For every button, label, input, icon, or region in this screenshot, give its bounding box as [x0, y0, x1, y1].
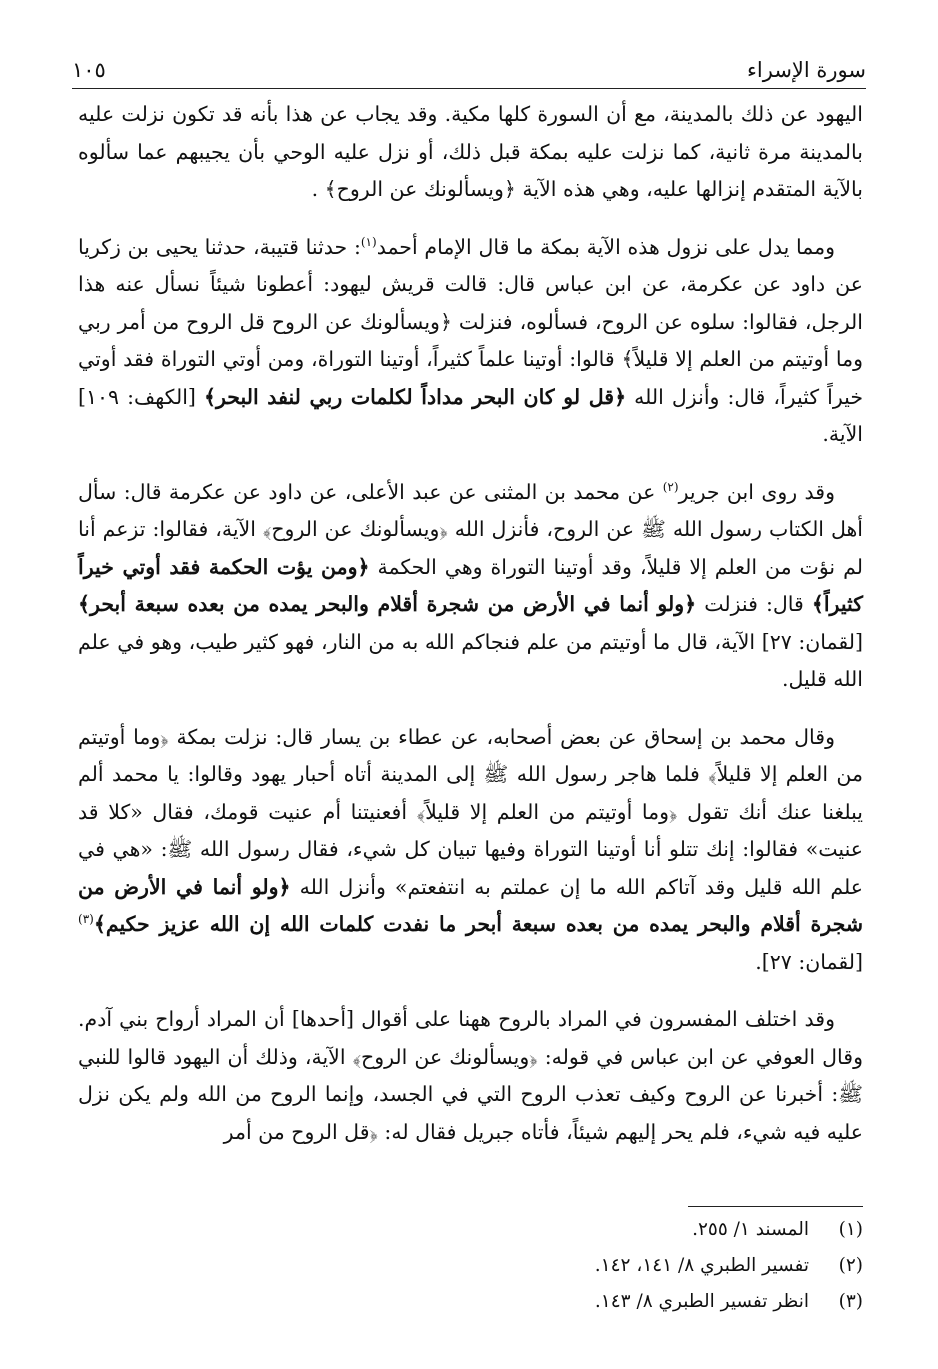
- footnotes: [300, 1212, 863, 1320]
- footnote-text: المسند ١/ ٢٥٥.: [692, 1219, 809, 1240]
- footnote-text: تفسير الطبري ٨/ ١٤١، ١٤٢.: [594, 1255, 809, 1276]
- page-header: [72, 54, 866, 84]
- footnote-2: [300, 1248, 863, 1284]
- footnote-ref-1[interactable]: (١): [360, 234, 377, 249]
- footnote-ref-3[interactable]: (٣): [78, 912, 94, 927]
- footnote-1: [300, 1212, 863, 1248]
- running-title: سورة الإسراء: [747, 58, 866, 82]
- paragraph-1: اليهود عن ذلك بالمدينة، مع أن السورة كلها مكية. وقد يجاب عن هذا بأنه قد تكون نزلت عليه بالمدينة مرة ثانية، كما نزلت عليه بمكة قبل ذلك، أو نزل عليه الوحي بأن يجيبهم عما سألوه بالآية المتقدم إنزالها عليه، وهي هذه الآية ﴿ويسألونك عن الروح﴾ .: [78, 102, 863, 201]
- main-text: [78, 96, 863, 1151]
- page-number: ١٠٥: [72, 58, 106, 82]
- bold-verse: ﴿ولو أنما في الأرض من شجرة أقلام والبحر يمده من بعده سبعة أبحر﴾: [78, 592, 697, 616]
- paragraph-5: وقد اختلف المفسرون في المراد بالروح ههنا على أقوال [أحدها] أن المراد أرواح بني آدم. وقال العوفي عن ابن عباس في قوله: ﴿ويسألونك عن الروح﴾ الآية، وذلك أن اليهود قالوا للنبي ﷺ: أخبرنا عن الروح وكيف تعذب الروح التي في الجسد، وإنما الروح من الله ولم يكن نزل عليه فيه شيء، فلم يحر إليهم شيئاً، فأتاه جبريل فقال له: ﴿قل الروح من أمر: [78, 1007, 863, 1144]
- footnote-number: (٢): [838, 1255, 863, 1276]
- footnote-number: (١): [838, 1219, 863, 1240]
- footnote-ref-2[interactable]: (٢): [662, 479, 679, 494]
- footnote-text: انظر تفسير الطبري ٨/ ١٤٣.: [594, 1291, 809, 1312]
- footnote-3: [300, 1284, 863, 1320]
- paragraph-3: وقد روى ابن جرير$^{(٢)}$ عن محمد بن المثنى عن عبد الأعلى، عن داود عن عكرمة قال: سأل أهل الكتاب رسول الله ﷺ عن الروح، فأنزل الله ﴿ويسألونك عن الروح﴾ الآية، فقالوا: تزعم أنا لم نؤت من العلم إلا قليلاً، وقد أوتينا التوراة وهي الحكمة ﴿ومن يؤت الحكمة فقد أوتي خيراً كثيراً﴾ قال: فنزلت ﴿ولو أنما في الأرض من شجرة أقلام والبحر يمده من بعده سبعة أبحر﴾ [لقمان: ٢٧] الآية، قال ما أوتيتم من علم فنجاكم الله به من النار، فهو كثير طيب، وهو في علم الله قليل.: [78, 479, 863, 691]
- footnote-number: (٣): [838, 1291, 863, 1312]
- paragraph-2: ومما يدل على نزول هذه الآية بمكة ما قال الإمام أحمد$^{(١)}$: حدثنا قتيبة، حدثنا يحيى بن زكريا عن داود عن عكرمة، عن ابن عباس قال: قالت قريش ليهود: أعطونا شيئاً نسأل عنه هذا الرجل، فقالوا: سلوه عن الروح، فسألوه، فنزلت ﴿ويسألونك عن الروح قل الروح من أمر ربي وما أوتيتم من العلم إلا قليلاً﴾ قالوا: أوتينا علماً كثيراً، أوتينا التوراة، ومن أوتي التوراة فقد أوتي خيراً كثيراً، قال: وأنزل الله ﴿قل لو كان البحر مداداً لكلمات ربي لنفد البحر﴾ [الكهف: ١٠٩] الآية.: [78, 234, 863, 446]
- footnote-rule: [688, 1206, 863, 1207]
- header-rule: [72, 88, 866, 89]
- bold-verse: ﴿قل لو كان البحر مداداً لكلمات ربي لنفد البحر﴾: [203, 384, 627, 409]
- bold-verse: ﴿ومن يؤت الحكمة فقد أوتي خيراً كثيراً﴾: [78, 554, 863, 616]
- bold-verse: ﴿ولو أنما في الأرض من شجرة أقلام والبحر يمده من بعده سبعة أبحر ما نفدت كلمات الله إن الله عزيز حكيم﴾: [78, 874, 863, 936]
- paragraph-4: وقال محمد بن إسحاق عن بعض أصحابه، عن عطاء بن يسار قال: نزلت بمكة ﴿وما أوتيتم من العلم إلا قليلاً﴾ فلما هاجر رسول الله ﷺ إلى المدينة أتاه أحبار يهود وقالوا: يا محمد ألم يبلغنا عنك أنك تقول ﴿وما أوتيتم من العلم إلا قليلاً﴾ أفعنيتنا أم عنيت قومك، فقال «كلا قد عنيت» فقالوا: إنك تتلو أنا أوتينا التوراة وفيها تبيان كل شيء، فقال رسول الله ﷺ: «هي في علم الله قليل وقد آتاكم الله ما إن عملتم به انتفعتم» وأنزل الله ﴿ولو أنما في الأرض من شجرة أقلام والبحر يمده من بعده سبعة أبحر ما نفدت كلمات الله إن الله عزيز حكيم﴾$^{(٣)}$ [لقمان: ٢٧].: [78, 724, 864, 974]
